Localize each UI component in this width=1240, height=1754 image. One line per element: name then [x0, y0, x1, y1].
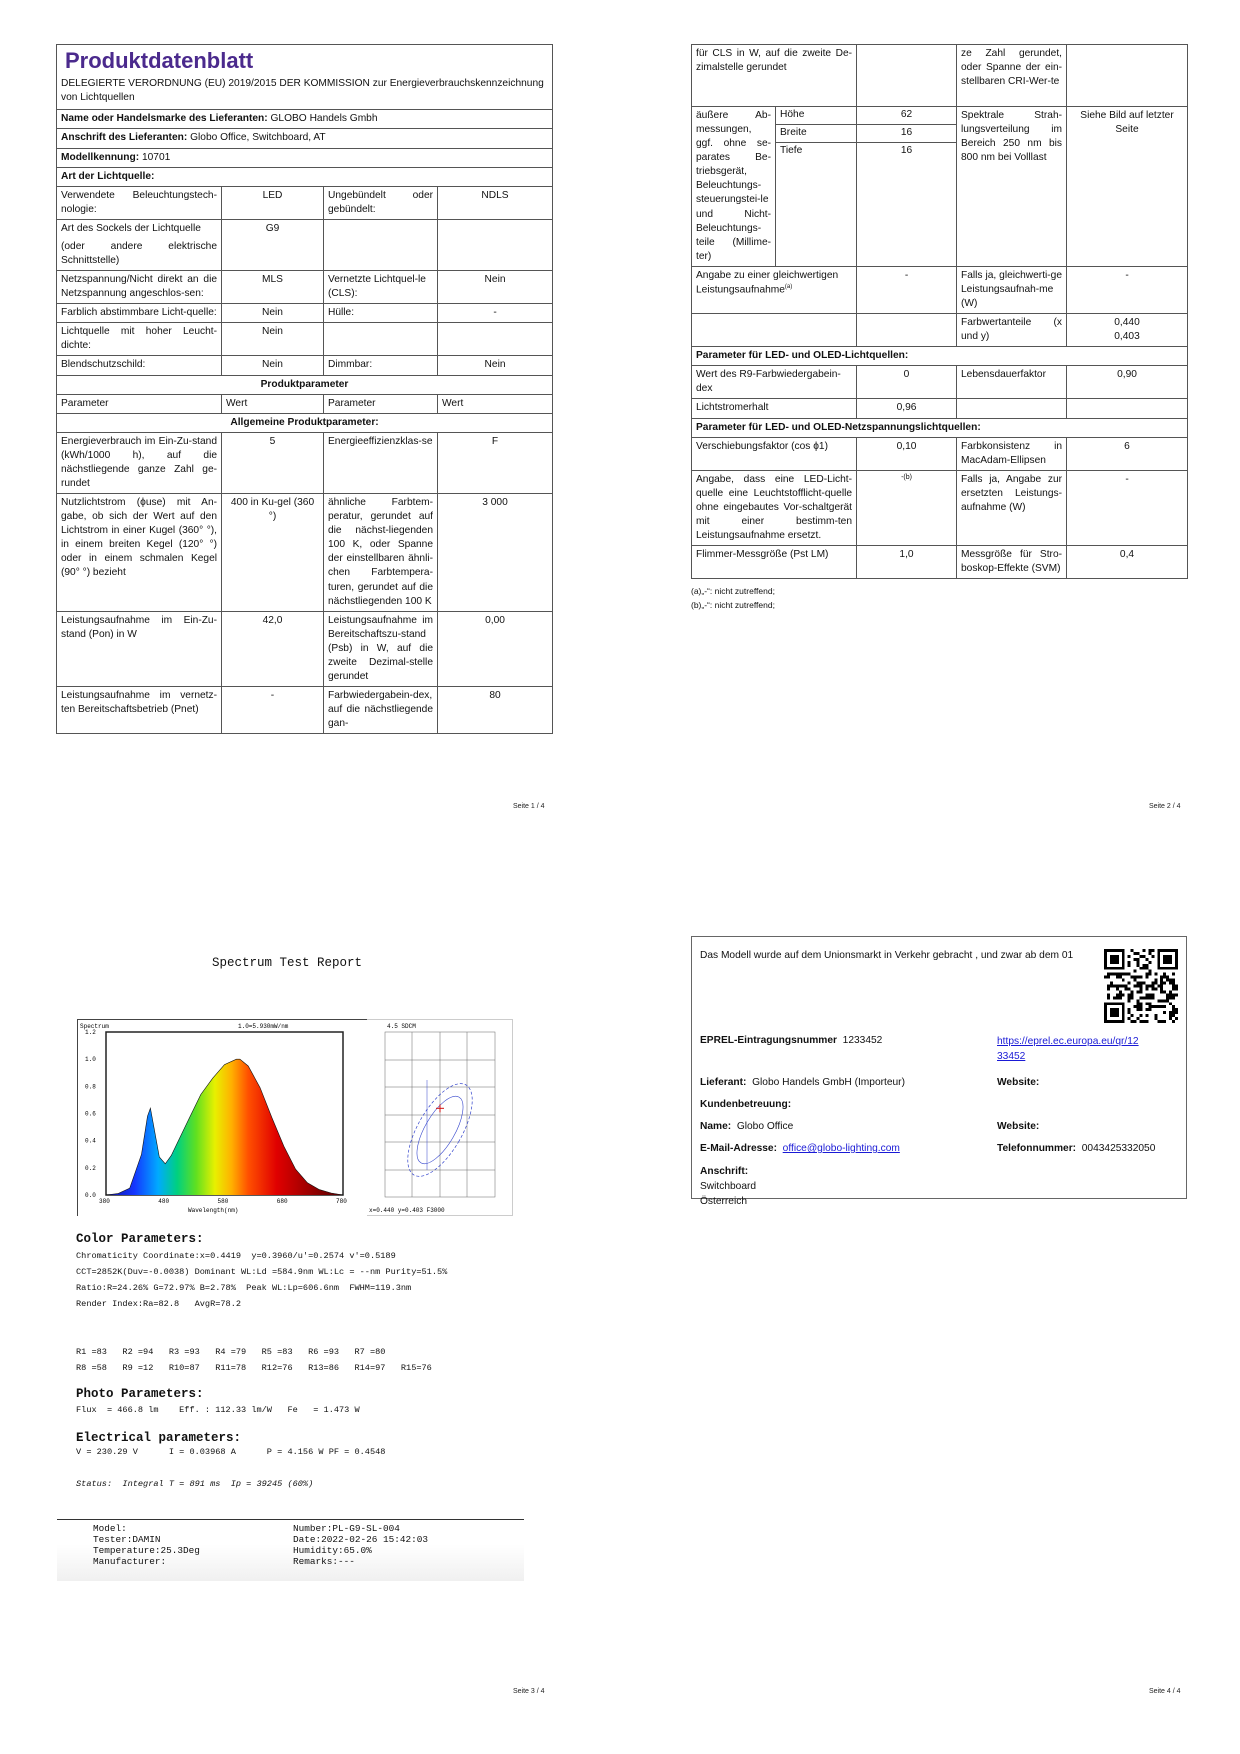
electrical-line: V = 230.29 V I = 0.03968 A P = 4.156 W PF = 0.4548	[76, 1447, 386, 1457]
product-datasheet-table	[56, 44, 553, 734]
equiv-w-label: Falls ja, gleichwerti-ge Leistungsaufnah-me (W)	[957, 266, 1067, 313]
equiv-sup: (a)	[784, 283, 793, 290]
col-param: Parameter	[324, 394, 438, 413]
svm-value: 0,4	[1067, 546, 1188, 579]
high-luminance-label: Lichtquelle mit hoher Leucht-dichte:	[57, 323, 222, 356]
color-params-heading: Color Parameters:	[76, 1232, 204, 1246]
cls-value: Nein	[438, 271, 553, 304]
supplier-address: Globo Office, Switchboard, AT	[190, 132, 326, 144]
col-param: Parameter	[57, 394, 222, 413]
footer-manufacturer: Manufacturer:	[93, 1556, 167, 1567]
footer-remarks: Remarks:---	[293, 1556, 355, 1567]
regulation-text: DELEGIERTE VERORDNUNG (EU) 2019/2015 DER KOMMISSION zur Energieverbrauchskennzeichnung von Lichtquellen	[61, 78, 544, 104]
supplier-info-box	[691, 936, 1187, 1207]
shield-value: Nein	[222, 356, 324, 375]
r9-value: 0	[857, 366, 957, 399]
cie-chart	[367, 1019, 513, 1216]
photo-line: Flux = 466.8 lm Eff. : 112.33 lm/W Fe = 1.473 W	[76, 1405, 360, 1415]
x-tick-label: 480	[158, 1198, 170, 1205]
footer-number: Number:PL-G9-SL-004	[293, 1523, 400, 1534]
product-datasheet-table-continued	[691, 44, 1188, 579]
tech-label: Verwendete Beleuchtungstech-nologie:	[57, 186, 222, 219]
cri-cont: ze Zahl gerundet, oder Spanne der ein-stellbaren CRI-Wer-te	[957, 45, 1067, 107]
color-line-4: Render Index:Ra=82.8 AvgR=78.2	[76, 1299, 242, 1309]
col-value: Wert	[222, 394, 324, 413]
mains-label: Netzspannung/Nicht direkt an die Netzspannung angeschlos-sen:	[57, 271, 222, 304]
cap-note: (oder andere elektrische Schnittstelle)	[61, 240, 217, 266]
lumen-label: Lichtstromerhalt	[692, 399, 857, 418]
cri-label: Farbwiedergabein-dex, auf die nächstliegende gan-	[324, 687, 438, 734]
cct-value: 3 000	[438, 494, 553, 612]
footnote-a: (a)„-“: nicht zutreffend;	[691, 586, 775, 597]
model-row	[57, 148, 553, 167]
customer-service-label: Kundenbetreuung:	[700, 1099, 792, 1110]
email-link[interactable]: office@globo-lighting.com	[782, 1143, 900, 1154]
supplier-value: Globo Handels GmbH (Importeur)	[752, 1077, 905, 1088]
electrical-params-heading: Electrical parameters:	[76, 1431, 242, 1445]
height-value: 62	[857, 107, 957, 125]
page-number-1: Seite 1 / 4	[513, 803, 545, 810]
page-number-2: Seite 2 / 4	[1149, 803, 1181, 810]
cie-svg	[367, 1020, 513, 1217]
replace-w-value: -	[1067, 470, 1188, 545]
chroma-x: 0,440	[1114, 317, 1140, 329]
supplier-address-row	[57, 129, 553, 148]
spd-label: Spektrale Strah-lungsverteilung im Bereich 250 nm bis 800 nm bei Volllast	[957, 107, 1067, 267]
footer-date: Date:2022-02-26 15:42:03	[293, 1534, 429, 1545]
depth-label: Tiefe	[776, 143, 857, 161]
page-number-3: Seite 3 / 4	[513, 1688, 545, 1695]
dimmable-label: Dimmbar:	[324, 356, 438, 375]
render-index-line-1: R1 =83 R2 =94 R3 =93 R4 =79 R5 =83 R6 =93 R7 =80	[76, 1347, 386, 1357]
consistency-value: 6	[1067, 437, 1188, 470]
market-text: Das Modell wurde auf dem Unionsmarkt in Verkehr gebracht , und zwar ab dem 01	[700, 950, 1074, 961]
spectrum-chart	[77, 1019, 367, 1216]
x-tick-label: 680	[276, 1198, 288, 1205]
flicker-label: Flimmer-Messgröße (Pst LM)	[692, 546, 857, 579]
height-label: Höhe	[776, 107, 857, 125]
cls-label: Vernetzte Lichtquel-le (CLS):	[324, 271, 438, 304]
r9-label: Wert des R9-Farbwiedergabein-dex	[692, 366, 857, 399]
dims-label: äußere Ab-messungen, ggf. ohne se-parates Be-triebsgerät, Beleuchtungs-steuerungstei-le und Nicht-Beleuchtungs-teile (Millime-ter)	[692, 107, 776, 267]
mains-params-header: Parameter für LED- und OLED-Netzspannungslichtquellen:	[692, 418, 1188, 437]
replace-label: Angabe, dass eine LED-Licht-quelle eine Leuchtstofflicht-quelle ohne eingebautes Vor-schaltgerät mit einer bestimm-ten Leistungsaufnahme ersetzt.	[692, 470, 857, 545]
width-value: 16	[857, 125, 957, 143]
cie-header: 4.5 SDCM	[387, 1023, 416, 1030]
y-tick-label: 1.2	[85, 1029, 96, 1036]
equiv-label: Angabe zu einer gleichwertigen Leistungsaufnahme	[696, 269, 839, 296]
address-line-1: Switchboard	[700, 1180, 757, 1192]
eprel-value: 1233452	[842, 1035, 883, 1046]
y-tick-label: 0.6	[85, 1110, 96, 1118]
phone-value: 0043425332050	[1081, 1143, 1156, 1154]
address-line-2: Österreich	[700, 1195, 747, 1207]
x-tick-label: 380	[99, 1198, 110, 1205]
envelope-value: -	[438, 304, 553, 323]
footer-humidity: Humidity:65.0%	[293, 1545, 372, 1556]
depth-value: 16	[857, 143, 957, 161]
flicker-value: 1,0	[857, 546, 957, 579]
shield-label: Blendschutzschild:	[57, 356, 222, 375]
pnet-value: -	[222, 687, 324, 734]
page-title: Produktdatenblatt	[65, 48, 254, 73]
spec-header-right: 1.0=5.930mW/nm	[238, 1023, 289, 1030]
eprel-label: EPREL-Eintragungsnummer	[700, 1035, 837, 1046]
width-label: Breite	[776, 125, 857, 143]
y-tick-label: 1.0	[85, 1056, 96, 1064]
chromaticity-point	[436, 1104, 444, 1112]
address-label: Anschrift:	[700, 1166, 749, 1177]
cap-label: Art des Sockels der Lichtquelle	[61, 222, 201, 234]
cls-standby-cont: für CLS in W, auf die zweite De-zimalstelle gerundet	[692, 45, 857, 107]
consistency-label: Farbkonsistenz in MacAdam-Ellipsen	[957, 437, 1067, 470]
led-params-header: Parameter für LED- und OLED-Lichtquellen:	[692, 347, 1188, 366]
spd-value: Siehe Bild auf letzter Seite	[1067, 107, 1188, 267]
y-tick-label: 0.0	[85, 1192, 96, 1199]
render-index-line-2: R8 =58 R9 =12 R10=87 R11=78 R12=76 R13=86 R14=97 R15=76	[76, 1363, 432, 1373]
survival-label: Lebensdauerfaktor	[957, 366, 1067, 399]
psb-label: Leistungsaufnahme im Bereitschaftszu-stand (Psb) in W, auf die zweite Dezimal-stelle gerundet	[324, 611, 438, 686]
eec-value: F	[438, 432, 553, 493]
x-tick-label: 780	[336, 1198, 347, 1205]
photo-params-heading: Photo Parameters:	[76, 1387, 204, 1401]
source-type-header: Art der Lichtquelle:	[57, 167, 553, 186]
pnet-label: Leistungsaufnahme im vernetz-ten Bereitschaftsbetrieb (Pnet)	[57, 687, 222, 734]
name-value: Globo Office	[736, 1121, 794, 1132]
col-value: Wert	[438, 394, 553, 413]
report-title: Spectrum Test Report	[212, 956, 363, 970]
page-number-4: Seite 4 / 4	[1149, 1688, 1181, 1695]
y-tick-label: 0.2	[85, 1164, 96, 1172]
x-tick-label: 580	[217, 1198, 229, 1205]
focus-label: Ungebündelt oder gebündelt:	[324, 186, 438, 219]
dpf-value: 0,10	[857, 437, 957, 470]
model-label: Modellkennung:	[61, 151, 140, 163]
pon-label: Leistungsaufnahme im Ein-Zu-stand (Pon) in W	[57, 611, 222, 686]
color-line-3: Ratio:R=24.26% G=72.97% B=2.78% Peak WL:Lp=606.6nm FWHM=119.3nm	[76, 1283, 412, 1293]
cie-footer: x=0.440 y=0.403 F3000	[369, 1207, 445, 1214]
supplier-name-label: Name oder Handelsmarke des Lieferanten:	[61, 113, 268, 125]
email-label: E-Mail-Adresse:	[700, 1143, 777, 1154]
svm-label: Messgröße für Stro-boskop-Effekte (SVM)	[957, 546, 1067, 579]
envelope-label: Hülle:	[324, 304, 438, 323]
colour-tunable-label: Farblich abstimmbare Licht-quelle:	[57, 304, 222, 323]
phone-label: Telefonnummer:	[997, 1143, 1077, 1154]
mains-value: MLS	[222, 271, 324, 304]
website-label-2: Website:	[997, 1121, 1040, 1132]
eprel-link[interactable]: https://eprel.ec.europa.eu/qr/12 33452	[997, 1036, 1139, 1062]
cct-label: ähnliche Farbtem-peratur, gerundet auf die nächst-liegenden 100 K, oder Spanne der einstellbaren ähnli-chen Farbtempera-turen, gerundet auf die nächstliegenden 100 K	[324, 494, 438, 612]
psb-value: 0,00	[438, 611, 553, 686]
name-label: Name:	[700, 1121, 732, 1132]
color-line-2: CCT=2852K(Duv=-0.0038) Dominant WL:Ld =584.9nm WL:Lc = --nm Purity=51.5%	[76, 1267, 448, 1277]
supplier-name-row	[57, 110, 553, 129]
model-id: 10701	[141, 151, 171, 163]
footer-temperature: Temperature:25.3Deg	[93, 1545, 200, 1556]
color-line-1: Chromaticity Coordinate:x=0.4419 y=0.3960/u'=0.2574 v'=0.5189	[76, 1251, 396, 1261]
flux-value: 400 in Ku-gel (360 °)	[222, 494, 324, 612]
dimmable-value: Nein	[438, 356, 553, 375]
spectrum-svg	[78, 1020, 368, 1217]
lumen-value: 0,96	[857, 399, 957, 418]
cri-value: 80	[438, 687, 553, 734]
footer-model: Model:	[93, 1523, 127, 1534]
y-tick-label: 0.8	[85, 1083, 96, 1091]
supplier-address-label: Anschrift des Lieferanten:	[61, 132, 188, 144]
equiv-value: -	[857, 266, 957, 313]
dpf-label: Verschiebungsfaktor (cos ϕ1)	[692, 437, 857, 470]
spec-header-left: Spectrum	[80, 1023, 109, 1030]
chroma-y: 0,403	[1114, 331, 1140, 343]
equiv-w-value: -	[1067, 266, 1188, 313]
survival-value: 0,90	[1067, 366, 1188, 399]
footer-tester: Tester:DAMIN	[93, 1534, 161, 1545]
footnote-b: (b)„-“: nicht zutreffend;	[691, 599, 775, 610]
report-footer	[57, 1519, 524, 1581]
replace-w-label: Falls ja, Angabe zur ersetzten Leistungs-aufnahme (W)	[957, 470, 1067, 545]
replace-value: -(b)	[857, 470, 957, 545]
supplier-label: Lieferant:	[700, 1077, 747, 1088]
chroma-label: Farbwertanteile (x und y)	[957, 314, 1067, 347]
qr-code-icon[interactable]	[1104, 949, 1178, 1023]
supplier-name: GLOBO Handels Gmbh	[270, 113, 378, 125]
high-luminance-value: Nein	[222, 323, 324, 356]
pon-value: 42,0	[222, 611, 324, 686]
page-2	[691, 44, 1187, 613]
flux-label: Nutzlichtstrom (ϕuse) mit An-gabe, ob sich der Wert auf den Lichtstrom in einer Kugel (360° °), in einem breiten Kegel (120° °) oder in einem schmalen Kegel (90° °) bezieht	[57, 494, 222, 612]
tech-value: LED	[222, 186, 324, 219]
product-params-header: Produktparameter	[57, 375, 553, 394]
status-line: Status: Integral T = 891 ms Ip = 39245 (60%)	[76, 1479, 314, 1489]
focus-value: NDLS	[438, 186, 553, 219]
energy-label: Energieverbrauch im Ein-Zu-stand (kWh/1000 h), auf die nächstliegende ganze Zahl ge-rundet	[57, 432, 222, 493]
general-params-header: Allgemeine Produktparameter:	[57, 413, 553, 432]
x-axis-label: Wavelength(nm)	[188, 1207, 239, 1214]
colour-tunable-value: Nein	[222, 304, 324, 323]
cap-value: G9	[222, 219, 324, 270]
website-label-1: Website:	[997, 1077, 1040, 1088]
footnotes	[691, 585, 1187, 612]
y-tick-label: 0.4	[85, 1137, 96, 1145]
eec-label: Energieeffizienzklas-se	[324, 432, 438, 493]
energy-value: 5	[222, 432, 324, 493]
page-1	[56, 44, 552, 734]
